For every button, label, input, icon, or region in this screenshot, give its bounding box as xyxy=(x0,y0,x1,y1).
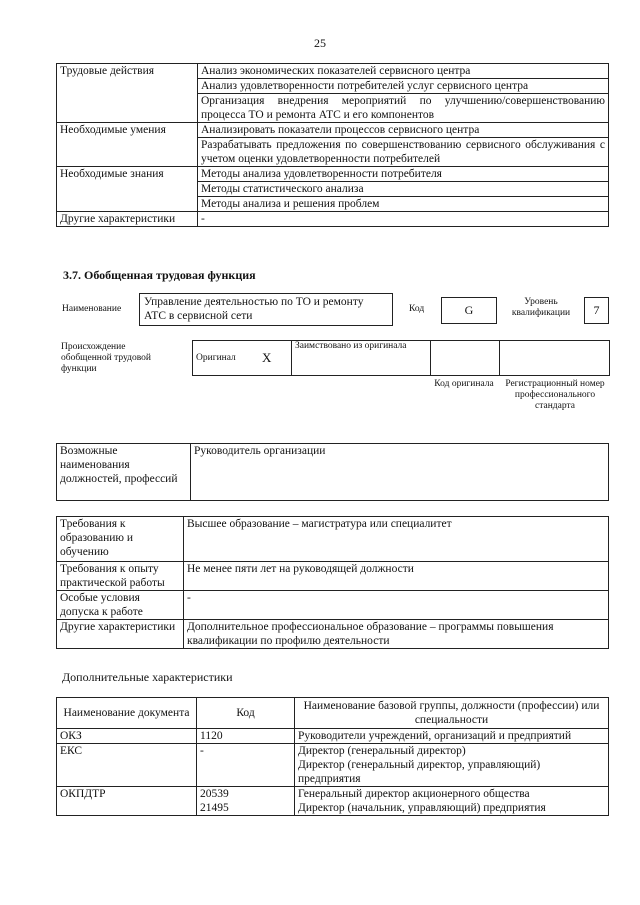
column-header: Наименование документа xyxy=(57,698,197,729)
table-cell: ОКПДТР xyxy=(57,787,197,816)
table-cell: Анализ экономических показателей сервисного центра xyxy=(198,64,609,79)
row-label: Трудовые действия xyxy=(57,64,198,123)
section-title: 3.7. Обобщенная трудовая функция xyxy=(63,268,256,282)
table-row xyxy=(57,787,609,816)
function-name: Управление деятельностью по ТО и ремонту АТС в сервисной сети xyxy=(144,296,364,322)
requirements-table xyxy=(56,516,609,649)
table-cell: Разрабатывать предложения по совершенствованию сервисного обслуживания с учетом оценки удовлетворенности потребителей xyxy=(198,138,609,167)
table-cell: Методы анализа удовлетворенности потребителя xyxy=(198,167,609,182)
borrowed-label: Заимствовано из оригинала xyxy=(292,341,431,376)
row-label: Необходимые умения xyxy=(57,123,198,167)
cell-line: Директор (начальник, управляющий) предприятия xyxy=(298,802,546,814)
cell-line: Генеральный директор акционерного общества xyxy=(298,788,530,800)
table-cell xyxy=(295,787,609,816)
origin-reg-caption: Регистрационный номер профессионального стандарта xyxy=(505,379,605,411)
table-cell: Анализ удовлетворенности потребителей услуг сервисного центра xyxy=(198,79,609,94)
table-cell: Руководители учреждений, организаций и предприятий xyxy=(295,729,609,744)
origin-code-cell xyxy=(431,341,500,376)
table-cell: Анализировать показатели процессов сервисного центра xyxy=(198,123,609,138)
labor-functions-table xyxy=(56,63,609,227)
page-number: 25 xyxy=(314,36,326,50)
origin-label: Происхождение обобщенной трудовой функции xyxy=(61,342,151,374)
table-cell: Методы анализа и решения проблем xyxy=(198,197,609,212)
original-label: Оригинал xyxy=(193,341,260,376)
row-label: Особые условия допуска к работе xyxy=(57,591,184,620)
column-header: Код xyxy=(197,698,295,729)
table-row xyxy=(57,620,609,649)
table-row xyxy=(193,341,610,376)
function-name-box xyxy=(139,293,393,326)
table-cell: - xyxy=(197,744,295,787)
column-header: Наименование базовой группы, должности (профессии) или специальности xyxy=(295,698,609,729)
table-cell: Организация внедрения мероприятий по улучшению/совершенствованию процесса ТО и ремонта АТС и его компонентов xyxy=(198,94,609,123)
table-cell: ЕКС xyxy=(57,744,197,787)
table-cell: - xyxy=(198,212,609,227)
extra-table xyxy=(56,697,609,816)
origin-reg-cell xyxy=(500,341,610,376)
origin-table xyxy=(192,340,610,376)
cell-line: 21495 xyxy=(200,802,229,814)
origin-code-caption: Код оригинала xyxy=(434,379,494,389)
table-cell: Дополнительное профессиональное образование – программы повышения квалификации по профилю деятельности xyxy=(184,620,609,649)
table-row xyxy=(57,167,609,182)
row-label: Требования к опыту практической работы xyxy=(57,562,184,591)
table-row xyxy=(57,744,609,787)
cell-line: 20539 xyxy=(200,788,229,800)
name-label: Наименование xyxy=(62,304,122,314)
table-row xyxy=(57,123,609,138)
positions-table xyxy=(56,443,609,501)
table-cell: Высшее образование – магистратура или специалитет xyxy=(184,517,609,562)
table-row xyxy=(57,212,609,227)
table-row xyxy=(57,64,609,79)
table-cell: Руководитель организации xyxy=(191,444,609,501)
code-box xyxy=(441,297,497,324)
row-label: Другие характеристики xyxy=(57,212,198,227)
table-row xyxy=(57,729,609,744)
cell-line: Директор (генеральный директор) xyxy=(298,745,466,757)
row-label: Требования к образованию и обучению xyxy=(57,517,184,562)
level-value: 7 xyxy=(593,303,600,317)
code-value: G xyxy=(464,303,474,317)
extra-title: Дополнительные характеристики xyxy=(62,670,233,684)
table-cell: - xyxy=(184,591,609,620)
original-mark: X xyxy=(259,341,292,376)
table-row xyxy=(57,698,609,729)
table-cell xyxy=(197,787,295,816)
level-box xyxy=(584,297,609,324)
table-cell xyxy=(295,744,609,787)
table-cell: 1120 xyxy=(197,729,295,744)
level-label: Уровень квалификации xyxy=(511,297,571,318)
row-label: Возможные наименования должностей, профессий xyxy=(57,444,191,501)
table-cell: Не менее пяти лет на руководящей должности xyxy=(184,562,609,591)
cell-line: Директор (генеральный директор, управляющий) предприятия xyxy=(298,759,541,785)
table-row xyxy=(57,517,609,562)
table-cell: ОКЗ xyxy=(57,729,197,744)
table-cell: Методы статистического анализа xyxy=(198,182,609,197)
table-row xyxy=(57,591,609,620)
code-label: Код xyxy=(409,304,425,314)
table-row xyxy=(57,562,609,591)
row-label: Необходимые знания xyxy=(57,167,198,212)
table-row xyxy=(57,444,609,501)
row-label: Другие характеристики xyxy=(57,620,184,649)
